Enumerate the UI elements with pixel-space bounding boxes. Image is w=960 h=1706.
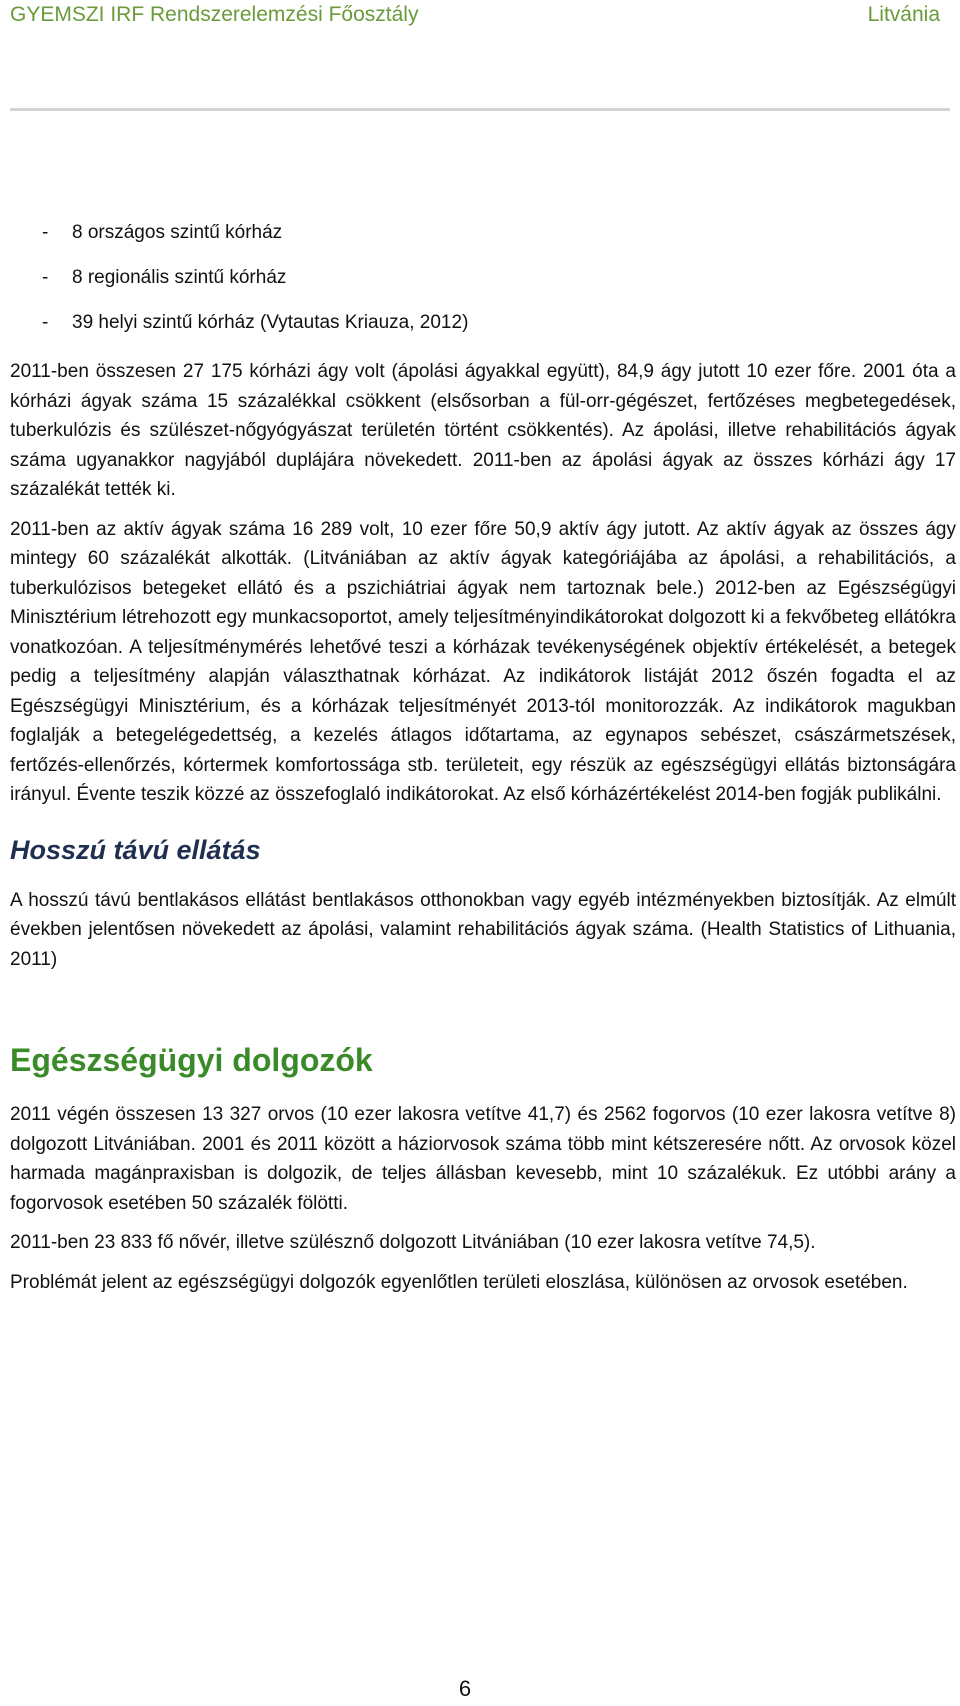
page-header xyxy=(10,0,950,30)
paragraph-active-beds: 2011-ben az aktív ágyak száma 16 289 volt, 10 ezer főre 50,9 aktív ágy jutott. Az aktív ágyak az összes ágy mintegy 60 százalékát alkották. (Litvániában az aktív ágyak kategóriájába az ápolási, a rehabilitációs, a tuberkulózisos betegeket ellátó és a pszichiátriai ágyak nem tartoznak bele.) 2012-ben az Egészségügyi Minisztérium létrehozott egy munkacsoportot, amely teljesítményindikátorokat dolgozott ki a fekvőbeteg ellátókra vonatkozóan. A teljesítménymérés lehetővé teszi a kórházak tevékenységének objektív értékelését, a betegek pedig a teljesítmény alapján választhatnak kórházat. Az indikátorok listáját 2012 őszén fogadta el az Egészségügyi Minisztérium, és a kórházak teljesítményét 2013-tól monitorozzák. Az indikátorok magukban foglalják a betegelégedettség, a kezelés átlagos időtartama, az egynapos sebészet, császármetszések, fertőzés-ellenőrzés, kórtermek komfortossága stb. területeit, egy részük az egészségügyi ellátás biztonságára irányul. Évente teszik közzé az összefoglaló indikátorokat. Az első kórházértékelést 2014-ben fogják publikálni. xyxy=(10,518,956,805)
paragraph-distribution: Problémát jelent az egészségügyi dolgozók egyenlőtlen területi eloszlása, különösen az orvosok esetében. xyxy=(10,1271,908,1293)
hospital-list xyxy=(10,218,956,353)
list-dash: - xyxy=(42,222,49,243)
heading-long-term-care: Hosszú távú ellátás xyxy=(10,834,261,865)
list-item-text: 8 regionális szintű kórház xyxy=(72,267,287,288)
paragraph-doctors: 2011 végén összesen 13 327 orvos (10 ezer lakosra vetítve 41,7) és 2562 fogorvos (10 ezer lakosra vetítve 8) dolgozott Litvániában. 2001 és 2011 között a háziorvosok száma több mint kétszeresére nőtt. Az orvosok közel harmada magánpraxisban is dolgozik, de teljes állásban kevesebb, mint 10 százalékuk. Ez utóbbi arány a fogorvosok esetében 50 százalék fölötti. xyxy=(10,1104,956,1214)
list-dash: - xyxy=(42,267,49,288)
list-item-text: 8 országos szintű kórház xyxy=(72,222,283,243)
header-organization: GYEMSZI IRF Rendszerelemzési Főosztály xyxy=(10,3,419,26)
list-item xyxy=(10,218,956,263)
list-item xyxy=(10,263,956,308)
list-item xyxy=(10,308,956,353)
document-body xyxy=(10,218,956,1307)
header-country: Litvánia xyxy=(867,3,940,26)
list-item-text: 39 helyi szintű kórház (Vytautas Kriauza, 2012) xyxy=(72,312,469,333)
paragraph-hospital-beds: 2011-ben összesen 27 175 kórházi ágy volt (ápolási ágyakkal együtt), 84,9 ágy jutott 10 ezer főre. 2001 óta a kórházi ágyak száma 15 százalékkal csökkent (elsősorban a fül-orr-gégészet, fertőzéses megbetegedések, tuberkulózis és szülészet-nőgyógyászat területén történt csökkentés). Az ápolási, illetve rehabilitációs ágyak száma ugyanakkor nagyjából duplájára növekedett. 2011-ben az ápolási ágyak az összes kórházi ágy 17 százalékát tették ki. xyxy=(10,361,956,500)
page-number: 6 xyxy=(458,1676,472,1701)
paragraph-long-term-care: A hosszú távú bentlakásos ellátást bentlakásos otthonokban vagy egyéb intézményekben biztosítják. Az elmúlt években jelentősen növekedett az ápolási, valamint rehabilitációs ágyak száma. (Health Statistics of Lithuania, 2011) xyxy=(10,889,956,970)
heading-health-workers: Egészségügyi dolgozók xyxy=(10,1042,373,1078)
header-divider xyxy=(10,108,950,111)
list-dash: - xyxy=(42,312,49,333)
paragraph-nurses: 2011-ben 23 833 fő nővér, illetve szülésznő dolgozott Litvániában (10 ezer lakosra vetítve 74,5). xyxy=(10,1232,816,1253)
